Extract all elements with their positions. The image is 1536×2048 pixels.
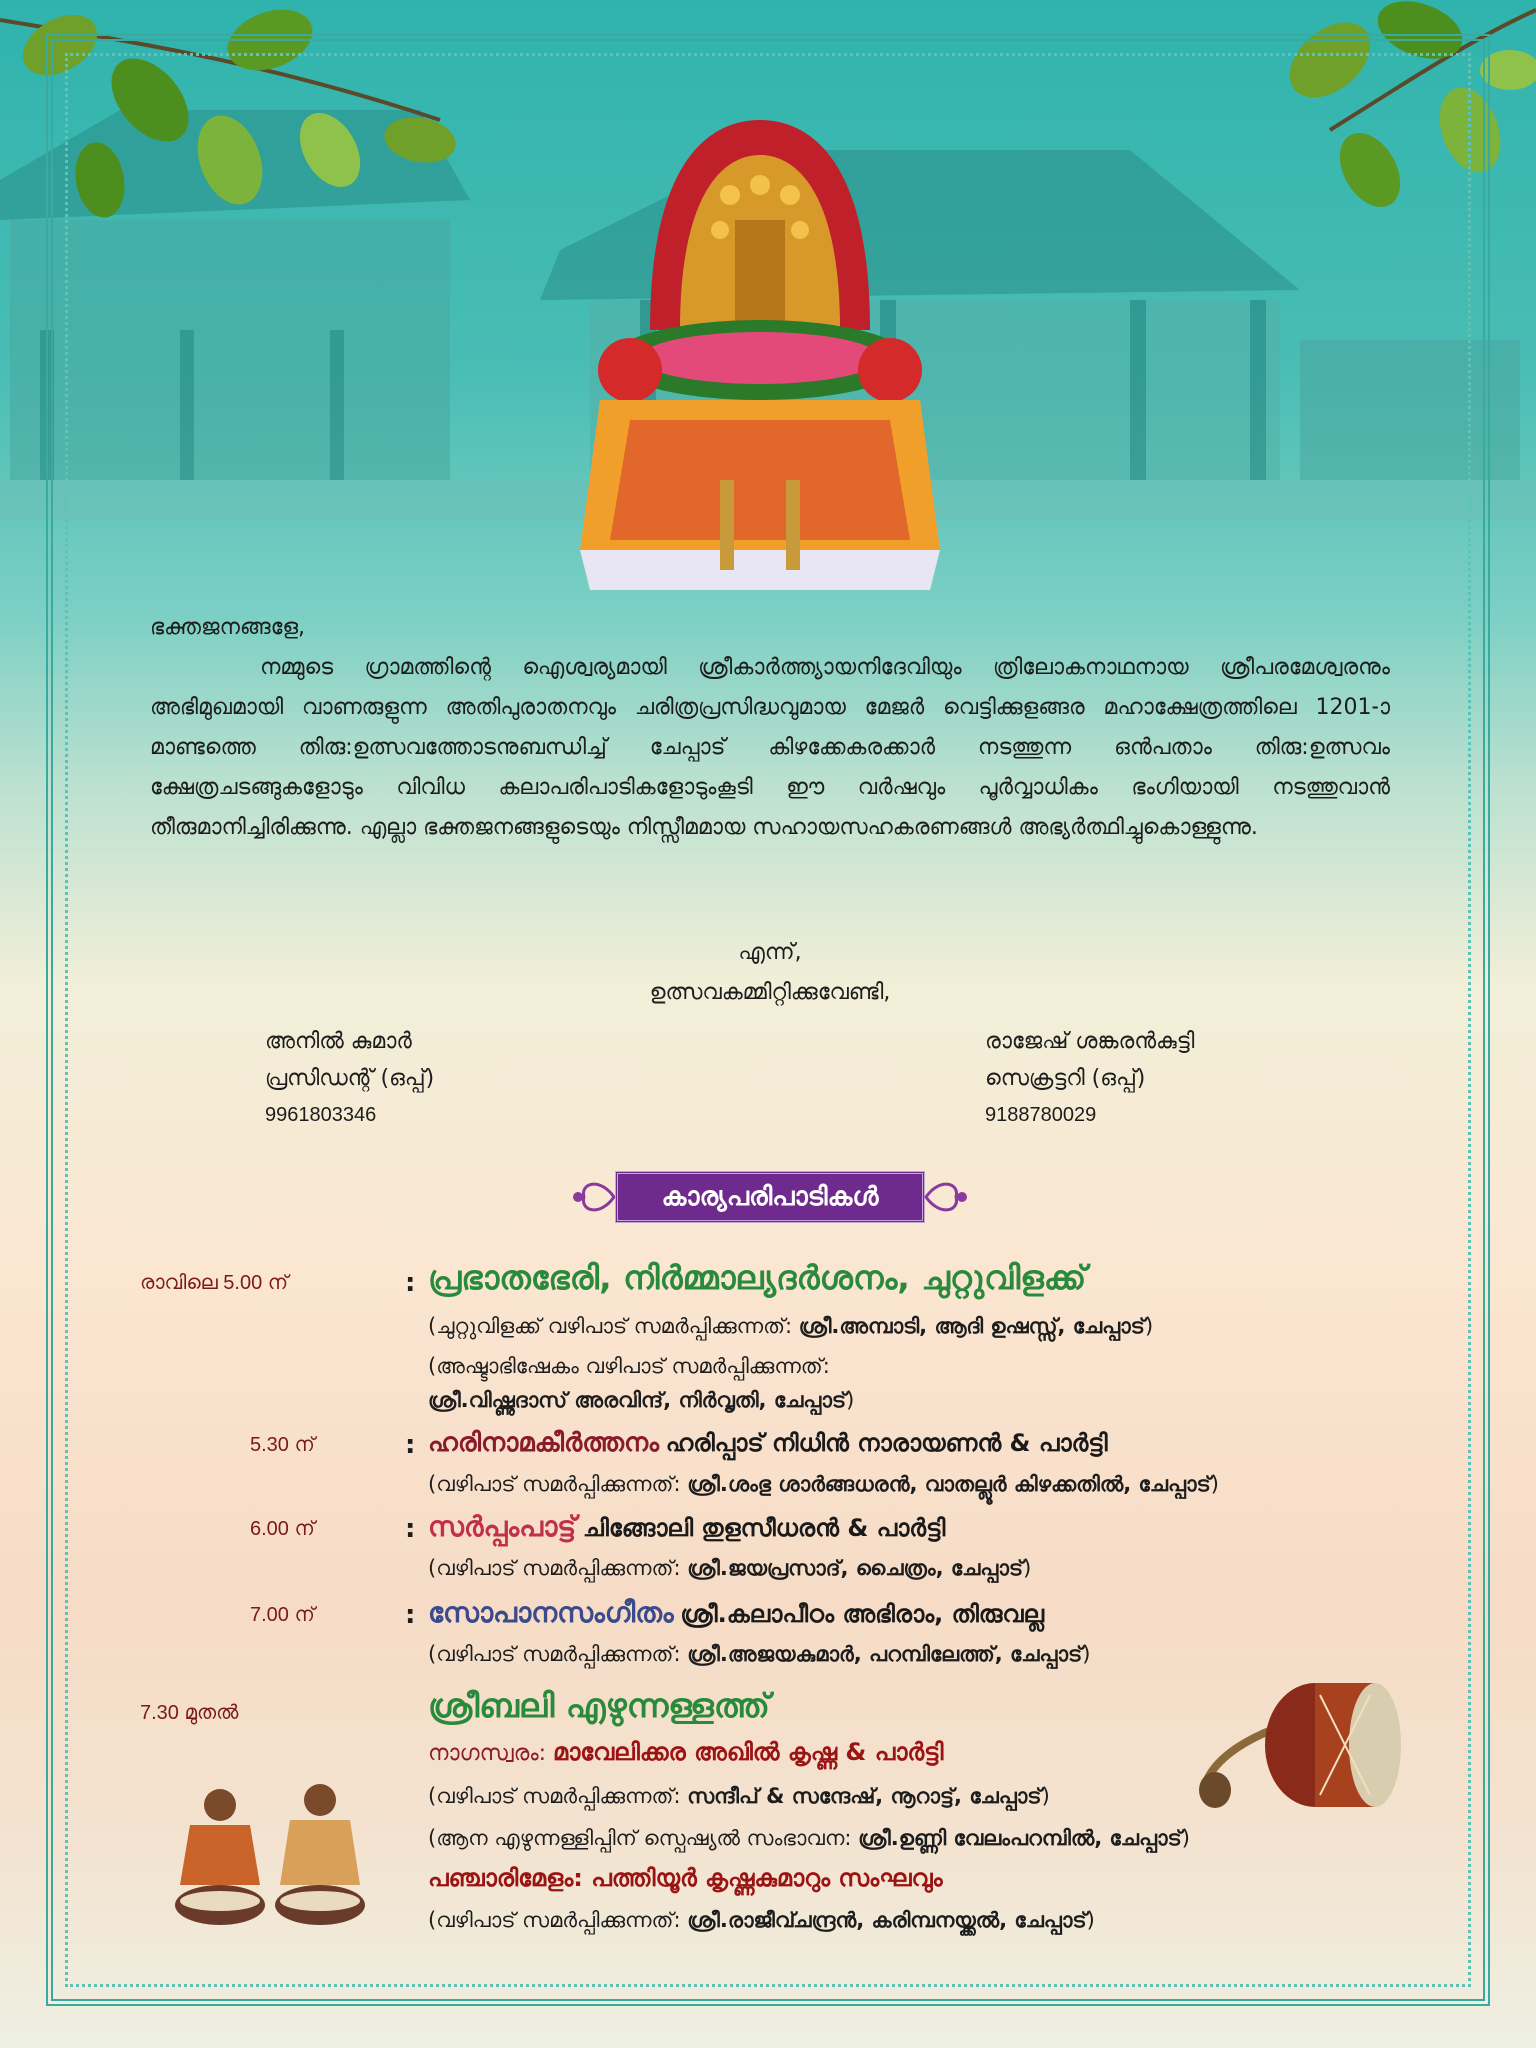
programme-4-title-text: സോപാനസംഗീതം xyxy=(428,1596,674,1629)
programme-4-note xyxy=(428,1642,1090,1667)
programme-3-title-text: സർപ്പംപാട്ട് xyxy=(428,1510,577,1543)
note-suffix: ) xyxy=(1023,1556,1032,1580)
note-suffix: ) xyxy=(1086,1908,1095,1932)
programme-4-colon: : xyxy=(405,1600,416,1630)
peepal-leaves-left-decoration xyxy=(0,0,460,270)
note-sponsor: ശ്രീ.രാജീവ്ചന്ദ്രൻ, കരിമ്പനയ്ക്കൽ, ചേപ്പാട് xyxy=(687,1908,1087,1932)
programme-2-performer: ഹരിപ്പാട് നിധിൻ നാരായണൻ & പാർട്ടി xyxy=(665,1429,1108,1457)
programme-1-colon: : xyxy=(405,1268,416,1298)
programme-3-colon: : xyxy=(405,1514,416,1544)
programme-5-melam xyxy=(428,1864,943,1892)
programme-1-note-1 xyxy=(428,1314,1153,1339)
programme-1-title-text: പ്രഭാതഭേരി, നിർമ്മാല്യദർശനം, ചുറ്റുവിളക്ക് xyxy=(428,1258,1087,1297)
programme-2-time: 5.30 ന് xyxy=(250,1434,315,1456)
ornament-right-icon xyxy=(924,1173,970,1221)
secretary-name: രാജേഷ് ശങ്കരൻകുട്ടി xyxy=(985,1029,1195,1054)
programme-5-nagaswaram xyxy=(428,1738,943,1766)
programme-2-colon: : xyxy=(405,1430,416,1460)
president-name: അനിൽ കുമാർ xyxy=(265,1029,412,1054)
note-prefix: (വഴിപാട് സമർപ്പിക്കുന്നത്: xyxy=(428,1556,688,1580)
programme-4-performer: ശ്രീ.കലാപീഠം അഭിരാം, തിരുവല്ല xyxy=(680,1600,1044,1628)
peepal-leaves-right-decoration xyxy=(1270,0,1536,230)
programme-1-time: രാവിലെ 5.00 ന് xyxy=(140,1272,289,1294)
nagaswaram-performer: മാവേലിക്കര അഖിൽ കൃഷ്ണ & പാർട്ടി xyxy=(553,1738,944,1766)
drummers-illustration xyxy=(150,1775,410,1935)
note-sponsor: ശ്രീ.ഉണ്ണി വേലംപറമ്പിൽ, ചേപ്പാട് xyxy=(858,1826,1182,1850)
note-sponsor: ശ്രീ.ജയപ്രസാദ്, ചൈത്രം, ചേപ്പാട് xyxy=(687,1556,1024,1580)
melam-label: പഞ്ചാരിമേളം: xyxy=(428,1864,592,1892)
nagaswaram-label: നാഗസ്വരം: xyxy=(428,1741,554,1766)
note-prefix: (ആന എഴുന്നള്ളിപ്പിന് സ്പെഷ്യൽ സംഭാവന: xyxy=(428,1826,859,1850)
melam-performer: പത്തിയൂർ കൃഷ്ണകുമാറും സംഘവും xyxy=(591,1864,943,1892)
committee-line: ഉത്സവകമ്മിറ്റിക്കുവേണ്ടി, xyxy=(649,980,891,1005)
secretary-signature xyxy=(985,1023,1194,1134)
note-suffix: ) xyxy=(1041,1784,1050,1808)
programme-1-title xyxy=(428,1258,1086,1298)
programme-5-note-3 xyxy=(428,1908,1095,1933)
secretary-phone: 9188780029 xyxy=(985,1104,1097,1126)
secretary-role: സെക്രട്ടറി (ഒപ്പ്) xyxy=(985,1066,1146,1091)
note-sponsor: സന്ദീപ് & സന്ദേഷ്, നൂറാട്ട്, ചേപ്പാട് xyxy=(687,1784,1042,1808)
note-prefix: (വഴിപാട് സമർപ്പിക്കുന്നത്: xyxy=(428,1908,688,1932)
president-signature xyxy=(265,1023,434,1134)
programme-3-note xyxy=(428,1556,1031,1581)
note-suffix: ) xyxy=(846,1388,855,1412)
programme-heading-banner xyxy=(570,1167,970,1229)
programme-heading: കാര്യപരിപാടികൾ xyxy=(615,1171,925,1223)
note-sponsor: ശ്രീ.അജയകുമാർ, പറമ്പിലേത്ത്, ചേപ്പാട് xyxy=(687,1642,1083,1666)
note-suffix: ) xyxy=(1082,1642,1091,1666)
programme-5-title-text: ശ്രീബലി എഴുന്നള്ളത്ത് xyxy=(428,1686,770,1725)
invitation-letter xyxy=(150,608,1390,848)
programme-3-performer: ചിങ്ങോലി തുളസീധരൻ & പാർട്ടി xyxy=(582,1514,946,1542)
letter-body: നമ്മുടെ ഗ്രാമത്തിന്റെ ഐശ്വര്യമായി ശ്രീകാർത്ത്യായനിദേവിയും ത്രിലോകനാഥനായ ശ്രീപരമേശ്വരനും അഭിമുഖമായി വാണരുളുന്ന അതിപുരാതനവും ചരിത്രപ്രസിദ്ധവുമായ മേജർ വെട്ടിക്കുളങ്ങര മഹാക്ഷേത്രത്തിലെ 1201-ാമാണ്ടത്തെ തിരു:ഉത്സവത്തോടനുബന്ധിച്ച് ചേപ്പാട് കിഴക്കേകരക്കാർ നടത്തുന്ന ഒൻപതാം തിരു:ഉത്സവം ക്ഷേത്രചടങ്ങുകളോടും വിവിധ കലാപരിപാടികളോടുംകൂടി ഈ വർഷവും പൂർവ്വാധികം ഭംഗിയായി നടത്തുവാൻ തീരുമാനിച്ചിരിക്കുന്നു. എല്ലാ ഭക്തജനങ്ങളുടെയും നിസ്സീമമായ സഹായസഹകരണങ്ങൾ അഭ്യർത്ഥിച്ചുകൊള്ളുന്നു. xyxy=(150,655,1390,840)
programme-3-time: 6.00 ന് xyxy=(250,1518,315,1540)
programme-5-note-1 xyxy=(428,1784,1050,1809)
note-prefix: (വഴിപാട് സമർപ്പിക്കുന്നത്: xyxy=(428,1784,688,1808)
programme-4-title xyxy=(428,1596,1044,1630)
programme-5-title xyxy=(428,1686,770,1726)
ornament-left-icon xyxy=(570,1173,616,1221)
programme-2-title xyxy=(428,1428,1108,1459)
note-prefix: (ചുറ്റുവിളക്ക് വഴിപാട് സമർപ്പിക്കുന്നത്: xyxy=(428,1314,799,1338)
note-prefix: (വഴിപാട് സമർപ്പിക്കുന്നത്: xyxy=(428,1642,688,1666)
note-sponsor: ശ്രീ.വിഷ്ണുദാസ് അരവിന്ദ്, നിർവൃതി, ചേപ്പാട് xyxy=(428,1388,847,1412)
note-sponsor: ശ്രീ.ശംഭു ശാർങ്ങധരൻ, വാതല്ലൂർ കിഴക്കതിൽ, ചേപ്പാട് xyxy=(687,1472,1211,1496)
note-suffix: ) xyxy=(1144,1314,1154,1338)
letter-closing: എന്ന്, xyxy=(738,940,802,965)
deity-theyyam-image xyxy=(560,100,960,600)
programme-4-time: 7.00 ന് xyxy=(250,1604,315,1626)
note-sponsor: ശ്രീ.അമ്പാടി, ആദി ഉഷസ്സ്, ചേപ്പാട് xyxy=(798,1314,1145,1338)
programme-2-note xyxy=(428,1472,1219,1497)
programme-3-title xyxy=(428,1510,945,1544)
president-role: പ്രസിഡന്റ് (ഒപ്പ്) xyxy=(265,1066,435,1091)
note-suffix: ) xyxy=(1181,1826,1190,1850)
programme-5-note-2 xyxy=(428,1826,1190,1851)
programme-1-note-2: (അഷ്ടാഭിഷേകം വഴിപാട് സമർപ്പിക്കുന്നത്: xyxy=(428,1354,830,1378)
president-phone: 9961803346 xyxy=(265,1104,377,1126)
programme-2-title-text: ഹരിനാമകീർത്തനം xyxy=(428,1428,660,1458)
chenda-drum-illustration xyxy=(1195,1665,1405,1815)
note-suffix: ) xyxy=(1210,1472,1219,1496)
note-prefix: (വഴിപാട് സമർപ്പിക്കുന്നത്: xyxy=(428,1472,688,1496)
programme-1-note-3 xyxy=(428,1388,854,1413)
programme-5-time: 7.30 മുതൽ xyxy=(140,1702,239,1724)
letter-greeting: ഭക്തജനങ്ങളേ, xyxy=(150,615,306,640)
